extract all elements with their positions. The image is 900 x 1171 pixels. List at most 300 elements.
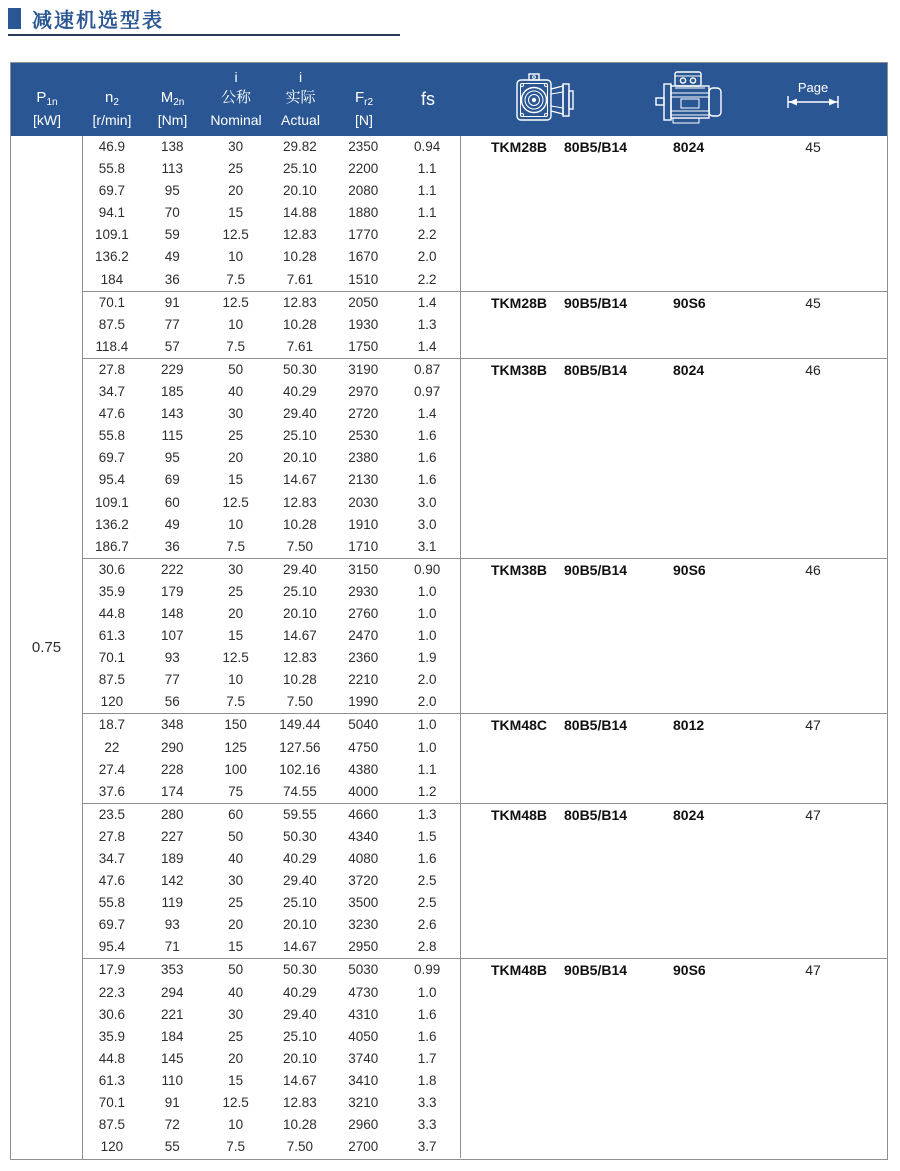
cell: 1.0	[417, 583, 437, 599]
cell: 127.56	[279, 739, 321, 755]
table-row	[83, 136, 460, 158]
cell: 0.97	[413, 384, 441, 400]
cell: 40.29	[283, 851, 317, 866]
table-row	[83, 292, 460, 314]
cell: 20.10	[283, 605, 317, 621]
table-row	[83, 359, 460, 381]
cell: 75	[228, 783, 244, 799]
cell: 70.1	[98, 650, 126, 666]
table-row	[83, 246, 460, 268]
cell: 95	[164, 183, 180, 199]
header-col-i-actual: i 实际 Actual	[281, 68, 320, 128]
cell: 179	[160, 583, 184, 599]
table-row	[83, 982, 460, 1004]
cell: 0.90	[413, 561, 441, 577]
table-row	[83, 1048, 460, 1070]
cell: 185	[160, 384, 184, 400]
model-group	[83, 714, 887, 803]
cell: 50.30	[283, 361, 317, 377]
cell: 25	[228, 895, 244, 911]
cell: 40.29	[283, 984, 317, 1000]
cell: 136.2	[95, 249, 129, 265]
cell: 95	[164, 450, 180, 466]
cell: 221	[160, 1006, 184, 1022]
motor-code: 8024	[673, 806, 705, 823]
cell: 70.1	[98, 294, 126, 310]
table-row	[83, 381, 460, 403]
cell: 184	[100, 271, 124, 287]
table-row	[83, 892, 460, 914]
cell: 1.6	[417, 428, 437, 444]
page-number: 46	[805, 561, 821, 578]
cell: 3410	[348, 1072, 379, 1088]
table-row	[83, 804, 460, 826]
flange-code: 90B5/B14	[564, 962, 628, 979]
motor-code: 8024	[673, 361, 705, 378]
cell: 4750	[348, 739, 379, 755]
cell: 2210	[348, 672, 379, 688]
table-row	[83, 269, 460, 291]
cell: 143	[160, 406, 184, 422]
cell: 27.8	[98, 828, 126, 844]
cell: 23.5	[98, 806, 126, 822]
cell: 12.5	[222, 494, 249, 510]
cell: 20	[228, 605, 244, 621]
cell: 227	[160, 828, 184, 844]
table-row	[83, 1004, 460, 1026]
cell: 2.0	[417, 672, 437, 688]
cell: 2720	[348, 406, 379, 422]
table-row	[83, 691, 460, 713]
cell: 50	[228, 361, 244, 377]
cell: 20	[228, 450, 244, 466]
cell: 4340	[348, 828, 379, 844]
cell: 2030	[348, 494, 379, 510]
cell: 29.82	[283, 139, 317, 154]
cell: 37.6	[98, 783, 126, 799]
group-info	[461, 136, 887, 291]
cell: 12.5	[222, 227, 249, 243]
cell: 47.6	[98, 873, 126, 889]
cell: 36	[164, 271, 180, 287]
cell: 71	[164, 939, 180, 955]
cell: 189	[160, 851, 184, 866]
cell: 228	[160, 761, 184, 777]
cell: 7.5	[226, 1139, 245, 1155]
cell: 1.3	[417, 316, 437, 332]
cell: 10.28	[283, 316, 317, 332]
table-row	[83, 914, 460, 936]
cell: 44.8	[98, 605, 126, 621]
cell: 2050	[348, 294, 379, 310]
cell: 2.5	[417, 895, 437, 911]
cell: 0.94	[413, 139, 441, 154]
page-number: 45	[805, 139, 821, 155]
page-header	[783, 80, 843, 114]
cell: 3230	[348, 917, 379, 933]
table-body	[11, 136, 887, 1159]
table-row	[83, 336, 460, 358]
cell: 4000	[348, 783, 379, 799]
cell: 20.10	[283, 450, 317, 466]
header-col-fr2: $F_{r2}$ [N]	[354, 88, 374, 128]
cell: 49	[164, 516, 180, 532]
table-row	[83, 737, 460, 759]
cell: 25.10	[283, 1028, 317, 1044]
cell: 174	[160, 783, 184, 799]
cell: 69.7	[98, 917, 126, 933]
page-number: 45	[805, 294, 821, 311]
cell: 30	[228, 561, 244, 577]
cell: 29.40	[283, 406, 317, 422]
header-col-fs: fs	[420, 89, 435, 109]
cell: 77	[164, 316, 180, 332]
cell: 27.4	[98, 761, 126, 777]
cell: 136.2	[95, 516, 129, 532]
cell: 5040	[348, 717, 379, 733]
cell: 40	[228, 384, 244, 400]
table-row	[83, 603, 460, 625]
group-data-rows	[83, 292, 461, 358]
cell: 34.7	[98, 384, 126, 400]
cell: 109.1	[95, 227, 129, 243]
group-info	[461, 959, 887, 1158]
cell: 120	[100, 694, 124, 710]
cell: 3.1	[417, 538, 437, 554]
cell: 93	[164, 650, 180, 666]
cell: 1770	[348, 227, 379, 243]
cell: 50	[228, 962, 244, 978]
cell: 2.8	[417, 939, 437, 955]
cell: 10	[228, 672, 244, 688]
cell: 290	[160, 739, 184, 755]
cell: 118.4	[95, 338, 129, 354]
cell: 1.6	[417, 450, 437, 466]
table-row	[83, 1070, 460, 1092]
cell: 2530	[348, 428, 379, 444]
cell: 120	[100, 1139, 124, 1155]
cell: 4310	[348, 1006, 379, 1022]
cell: 2200	[348, 161, 379, 177]
cell: 60	[164, 494, 180, 510]
cell: 142	[160, 873, 184, 889]
worm-gearbox-icon	[511, 72, 577, 128]
cell: 2.5	[417, 873, 437, 889]
cell: 138	[160, 139, 184, 154]
cell: 1.1	[417, 205, 437, 221]
model-name: TKM48B	[491, 962, 548, 979]
dimension-arrow-icon	[785, 95, 841, 109]
cell: 2.0	[417, 249, 437, 265]
table-row	[83, 1136, 460, 1158]
cell: 3190	[348, 361, 379, 377]
cell: 3720	[348, 873, 379, 889]
cell: 1.3	[417, 806, 437, 822]
cell: 12.5	[222, 294, 249, 310]
cell: 2130	[348, 472, 379, 488]
table-row	[83, 469, 460, 491]
cell: 20.10	[283, 1050, 317, 1066]
page-number: 47	[805, 962, 821, 979]
cell: 12.83	[283, 494, 317, 510]
flange-code: 90B5/B14	[564, 294, 628, 311]
cell: 3740	[348, 1050, 379, 1066]
cell: 59	[164, 227, 180, 243]
page-title: 减速机选型表	[32, 10, 164, 32]
cell: 229	[160, 361, 184, 377]
cell: 7.5	[226, 538, 245, 554]
cell: 353	[160, 962, 184, 978]
cell: 1.0	[417, 984, 437, 1000]
cell: 15	[228, 628, 244, 644]
cell: 20.10	[283, 183, 317, 199]
cell: 119	[161, 895, 184, 911]
header-col-n2: $n_2$ [r/min]	[92, 88, 132, 128]
cell: 4730	[348, 984, 379, 1000]
cell: 10	[228, 516, 244, 532]
cell: 87.5	[98, 672, 126, 688]
cell: 3500	[348, 895, 379, 911]
cell: 36	[164, 538, 180, 554]
cell: 12.83	[283, 1095, 317, 1111]
cell: 3.3	[417, 1095, 437, 1111]
selection-table	[10, 62, 888, 1160]
group-data-rows	[83, 136, 461, 291]
cell: 107	[160, 628, 184, 644]
model-group	[83, 292, 887, 359]
cell: 1910	[348, 516, 379, 532]
cell: 72	[164, 1117, 180, 1133]
table-header	[11, 63, 887, 136]
cell: 10.28	[283, 1117, 317, 1133]
cell: 30	[228, 406, 244, 422]
cell: 20	[228, 917, 244, 933]
cell: 110	[161, 1072, 184, 1088]
cell: 14.67	[283, 628, 317, 644]
model-group	[83, 804, 887, 960]
table-row	[83, 759, 460, 781]
cell: 3.0	[417, 494, 437, 510]
model-name: TKM28B	[491, 294, 548, 311]
cell: 2470	[348, 628, 379, 644]
cell: 87.5	[98, 316, 126, 332]
cell: 2760	[348, 605, 379, 621]
cell: 10.28	[283, 249, 317, 265]
cell: 2.0	[417, 694, 437, 710]
cell: 14.88	[283, 205, 317, 221]
cell: 57	[164, 338, 180, 354]
group-info	[461, 714, 887, 802]
table-row	[83, 647, 460, 669]
cell: 149.44	[279, 717, 321, 733]
cell: 1.0	[417, 628, 437, 644]
cell: 1.4	[417, 338, 437, 354]
table-row	[83, 536, 460, 558]
table-row	[83, 936, 460, 958]
cell: 15	[228, 1072, 244, 1088]
cell: 91	[164, 1095, 180, 1111]
cell: 100	[224, 761, 247, 777]
group-data-rows	[83, 804, 461, 959]
page-number: 47	[805, 717, 821, 734]
cell: 348	[160, 717, 184, 733]
cell: 55.8	[98, 161, 126, 177]
cell: 46.9	[98, 139, 126, 154]
cell: 20.10	[283, 917, 317, 933]
table-row	[83, 314, 460, 336]
cell: 1.8	[417, 1072, 437, 1088]
cell: 40	[228, 984, 244, 1000]
cell: 35.9	[98, 583, 126, 599]
cell: 7.50	[286, 694, 314, 710]
cell: 294	[160, 984, 184, 1000]
cell: 1.6	[417, 851, 437, 866]
table-row	[83, 224, 460, 246]
group-data-rows	[83, 359, 461, 558]
model-name: TKM38B	[491, 361, 548, 378]
cell: 29.40	[283, 873, 317, 889]
flange-code: 80B5/B14	[564, 806, 628, 823]
model-group	[83, 136, 887, 292]
table-row	[83, 1114, 460, 1136]
cell: 186.7	[95, 538, 129, 554]
cell: 61.3	[98, 1072, 126, 1088]
cell: 2930	[348, 583, 379, 599]
cell: 0.99	[413, 962, 441, 978]
table-row	[83, 202, 460, 224]
cell: 12.5	[222, 650, 249, 666]
cell: 20	[228, 1050, 244, 1066]
cell: 95.4	[98, 939, 126, 955]
cell: 4660	[348, 806, 379, 822]
cell: 2.2	[417, 271, 437, 287]
cell: 7.61	[286, 338, 314, 354]
model-name: TKM48C	[491, 717, 548, 734]
model-group	[83, 959, 887, 1158]
cell: 25	[228, 1028, 244, 1044]
title-underline	[8, 34, 400, 36]
cell: 70.1	[98, 1095, 126, 1111]
cell: 34.7	[98, 851, 126, 866]
cell: 14.67	[283, 939, 317, 955]
cell: 1.9	[417, 650, 437, 666]
cell: 60	[228, 806, 244, 822]
page-label: Page	[797, 80, 829, 95]
cell: 4380	[348, 761, 379, 777]
cell: 3.7	[417, 1139, 437, 1155]
cell: 22	[104, 739, 120, 755]
cell: 50.30	[283, 962, 317, 978]
cell: 95.4	[98, 472, 126, 488]
table-row	[83, 514, 460, 536]
cell: 35.9	[98, 1028, 126, 1044]
table-row	[83, 581, 460, 603]
cell: 27.8	[98, 361, 126, 377]
cell: 12.83	[283, 294, 317, 310]
cell: 30.6	[98, 1006, 126, 1022]
group-info	[461, 559, 887, 714]
cell: 14.67	[283, 472, 317, 488]
cell: 1.2	[417, 783, 437, 799]
cell: 3210	[348, 1095, 379, 1111]
cell: 113	[161, 161, 184, 177]
cell: 47.6	[98, 406, 126, 422]
cell: 1.6	[417, 1006, 437, 1022]
cell: 87.5	[98, 1117, 126, 1133]
cell: 22.3	[98, 984, 126, 1000]
cell: 25	[228, 428, 244, 444]
cell: 4050	[348, 1028, 379, 1044]
cell: 20	[228, 183, 244, 199]
cell: 5030	[348, 962, 379, 978]
cell: 61.3	[98, 628, 126, 644]
cell: 1880	[348, 205, 379, 221]
header-col-p1n: $P_{1n}$ [kW]	[33, 88, 61, 128]
model-group	[83, 559, 887, 715]
flange-code: 90B5/B14	[564, 561, 628, 578]
motor-code: 90S6	[673, 294, 706, 311]
cell: 59.55	[283, 806, 317, 822]
table-row	[83, 625, 460, 647]
cell: 1.0	[417, 605, 437, 621]
cell: 109.1	[95, 494, 129, 510]
motor-code: 8012	[673, 717, 705, 734]
cell: 50.30	[283, 828, 317, 844]
motor-code: 90S6	[673, 962, 706, 979]
cell: 50	[228, 828, 244, 844]
cell: 29.40	[283, 1006, 317, 1022]
cell: 2960	[348, 1117, 379, 1133]
cell: 1670	[348, 249, 379, 265]
cell: 1.4	[417, 294, 437, 310]
cell: 25.10	[283, 428, 317, 444]
cell: 1750	[348, 338, 379, 354]
cell: 74.55	[283, 783, 317, 799]
table-row	[83, 959, 460, 981]
p1n-value-cell: 0.75	[11, 136, 83, 1159]
cell: 222	[160, 561, 184, 577]
cell: 15	[228, 472, 244, 488]
cell: 40.29	[283, 384, 317, 400]
table-row	[83, 447, 460, 469]
header-col-i-nominal: i 公称 Nominal	[210, 68, 262, 128]
cell: 7.50	[286, 1139, 314, 1155]
cell: 1.1	[417, 183, 437, 199]
cell: 15	[228, 939, 244, 955]
cell: 2360	[348, 650, 379, 666]
cell: 10.28	[283, 672, 317, 688]
cell: 1.4	[417, 406, 437, 422]
cell: 1.1	[417, 761, 437, 777]
cell: 1930	[348, 316, 379, 332]
cell: 44.8	[98, 1050, 126, 1066]
cell: 77	[164, 672, 180, 688]
cell: 30.6	[98, 561, 126, 577]
group-info	[461, 359, 887, 558]
table-row	[83, 559, 460, 581]
cell: 7.61	[286, 271, 314, 287]
header-right-section	[461, 63, 887, 136]
cell: 1.7	[417, 1050, 437, 1066]
cell: 56	[164, 694, 180, 710]
cell: 30	[228, 873, 244, 889]
cell: 2380	[348, 450, 379, 466]
cell: 3.0	[417, 516, 437, 532]
cell: 1710	[348, 538, 379, 554]
cell: 25	[228, 583, 244, 599]
table-row	[83, 781, 460, 803]
cell: 55.8	[98, 895, 126, 911]
